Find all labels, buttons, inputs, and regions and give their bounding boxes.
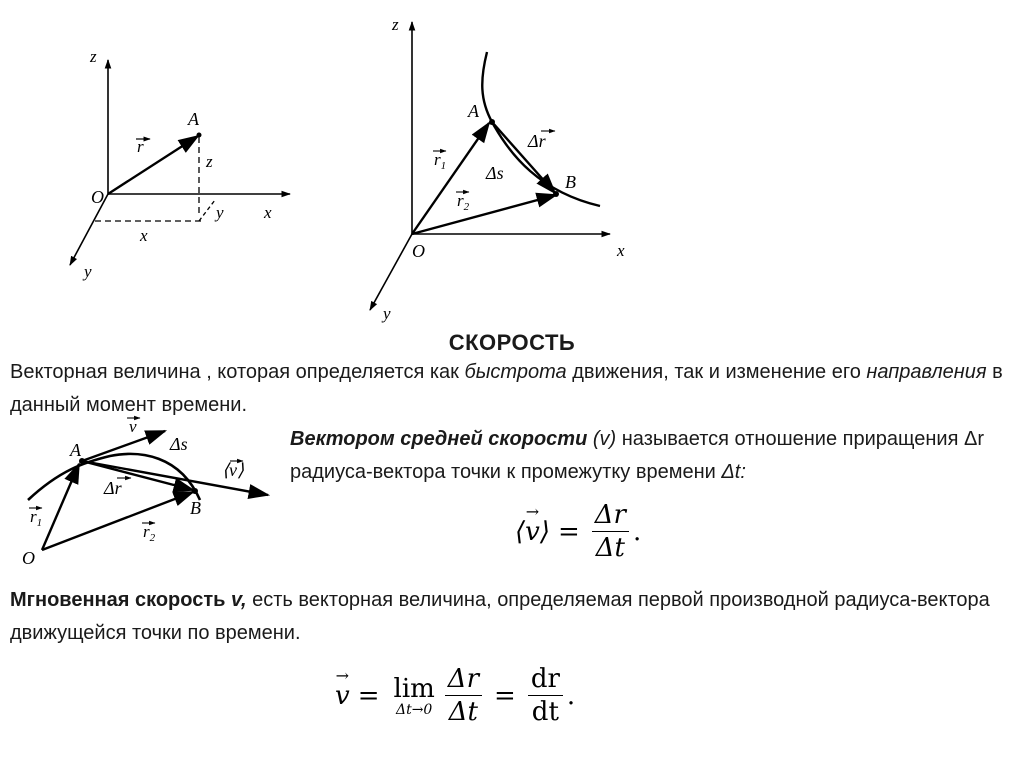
fig1-label-a: A	[188, 109, 199, 129]
definition-text-2: движения, так и изменение его	[566, 361, 867, 383]
formula-inst-denominator-2: dt	[531, 697, 559, 727]
fig2-label-x: x	[617, 241, 625, 260]
formula-inst-fraction-1	[445, 664, 482, 727]
formula-inst-numerator-2: dr	[528, 664, 563, 696]
formula-inst-equals-2: =	[494, 680, 516, 711]
fig2-label-origin: O	[412, 241, 425, 261]
fig2-label-z: z	[392, 15, 399, 34]
formula-avg-denominator: Δt	[595, 533, 625, 563]
formula-inst-numerator-1: Δr	[445, 664, 482, 696]
fig3-radius-vector-2	[42, 492, 193, 550]
fig2-point-a	[489, 119, 495, 125]
fig2-label-r2: $r_2$	[457, 191, 470, 213]
definition-text-1: Векторная величина , которая определяется как	[10, 361, 465, 383]
average-velocity-symbol: (v)	[587, 428, 617, 450]
definition-text-3: в данный момент времени.	[10, 361, 1003, 416]
fig1-label-r: r	[137, 137, 144, 156]
formula-avg-fraction	[592, 500, 629, 563]
fig1-label-y: y	[84, 262, 92, 281]
fig1-label-y-proj: y	[216, 203, 224, 222]
fig3-label-ds: Δs	[170, 434, 188, 454]
figure-displacement	[370, 15, 625, 323]
fig1-label-z-proj: z	[206, 152, 213, 171]
formula-inst-lim-sub: Δt→0	[395, 701, 433, 718]
fig3-label-r2: $r_2$	[143, 522, 156, 544]
formula-inst-fraction-2	[528, 664, 563, 727]
fig2-label-r1: $r_1$	[434, 150, 447, 172]
instant-velocity-formula	[335, 664, 575, 727]
fig2-label-dr: Δr	[528, 131, 546, 151]
fig3-displacement-vector	[82, 461, 193, 490]
average-velocity-formula	[515, 500, 641, 563]
slide-title: СКОРОСТЬ	[448, 330, 576, 355]
fig3-label-b: B	[190, 498, 201, 518]
formula-inst-lhs: → v	[335, 681, 350, 711]
definition-direction-word: направления	[866, 361, 987, 383]
fig3-point-b	[192, 488, 198, 494]
formula-avg-period: .	[633, 516, 642, 547]
fig1-point-a	[197, 133, 202, 138]
fig1-label-x-proj: x	[140, 226, 148, 245]
fig3-label-r1: $r_1$	[30, 507, 43, 529]
fig3-label-v: v	[129, 417, 137, 436]
formula-avg-lhs: → ⟨v⟩	[515, 517, 550, 547]
fig1-label-z: z	[90, 47, 97, 66]
fig2-label-y: y	[383, 304, 391, 323]
formula-inst-denominator-1: Δt	[448, 697, 479, 727]
definition-speed-word: быстрота	[464, 361, 567, 383]
fig2-point-b	[553, 191, 559, 197]
fig2-label-ds: Δs	[486, 163, 504, 183]
fig1-y-projection	[199, 200, 215, 221]
formula-inst-period: .	[566, 680, 576, 711]
figure-velocity	[22, 417, 268, 568]
formula-inst-limit	[394, 674, 435, 718]
fig3-label-a: A	[70, 440, 81, 460]
instant-velocity-text	[10, 584, 1015, 650]
average-velocity-term: Вектором средней скорости	[290, 428, 588, 450]
fig1-label-origin: O	[91, 187, 104, 207]
instant-velocity-term: Мгновенная скорость	[10, 589, 231, 611]
formula-avg-equals: =	[557, 516, 580, 547]
figure-coordinate-system	[70, 47, 290, 281]
average-velocity-body: называется отношение приращения Δr радиуса-вектора точки к промежутку времени	[290, 428, 984, 483]
fig2-label-a: A	[468, 101, 479, 121]
average-velocity-dt: Δt:	[721, 461, 746, 483]
velocity-definition	[10, 356, 1010, 422]
formula-avg-numerator: Δr	[592, 500, 629, 532]
formula-inst-lim-word: lim	[393, 673, 435, 704]
average-velocity-text	[290, 423, 1015, 489]
fig1-label-x: x	[264, 203, 272, 222]
fig2-y-axis	[370, 234, 412, 310]
fig3-label-vavg: ⟨v⟩	[222, 460, 245, 480]
instant-velocity-symbol: v,	[230, 589, 247, 611]
formula-inst-equals-1: =	[357, 680, 380, 711]
fig2-label-b: B	[565, 172, 576, 192]
fig1-radius-vector	[108, 136, 198, 194]
instant-velocity-body: есть векторная величина, определяемая первой производной радиуса-вектора движущейся точки по времени.	[10, 589, 990, 644]
fig3-label-dr: Δr	[104, 478, 122, 498]
fig3-label-origin: O	[22, 548, 35, 568]
